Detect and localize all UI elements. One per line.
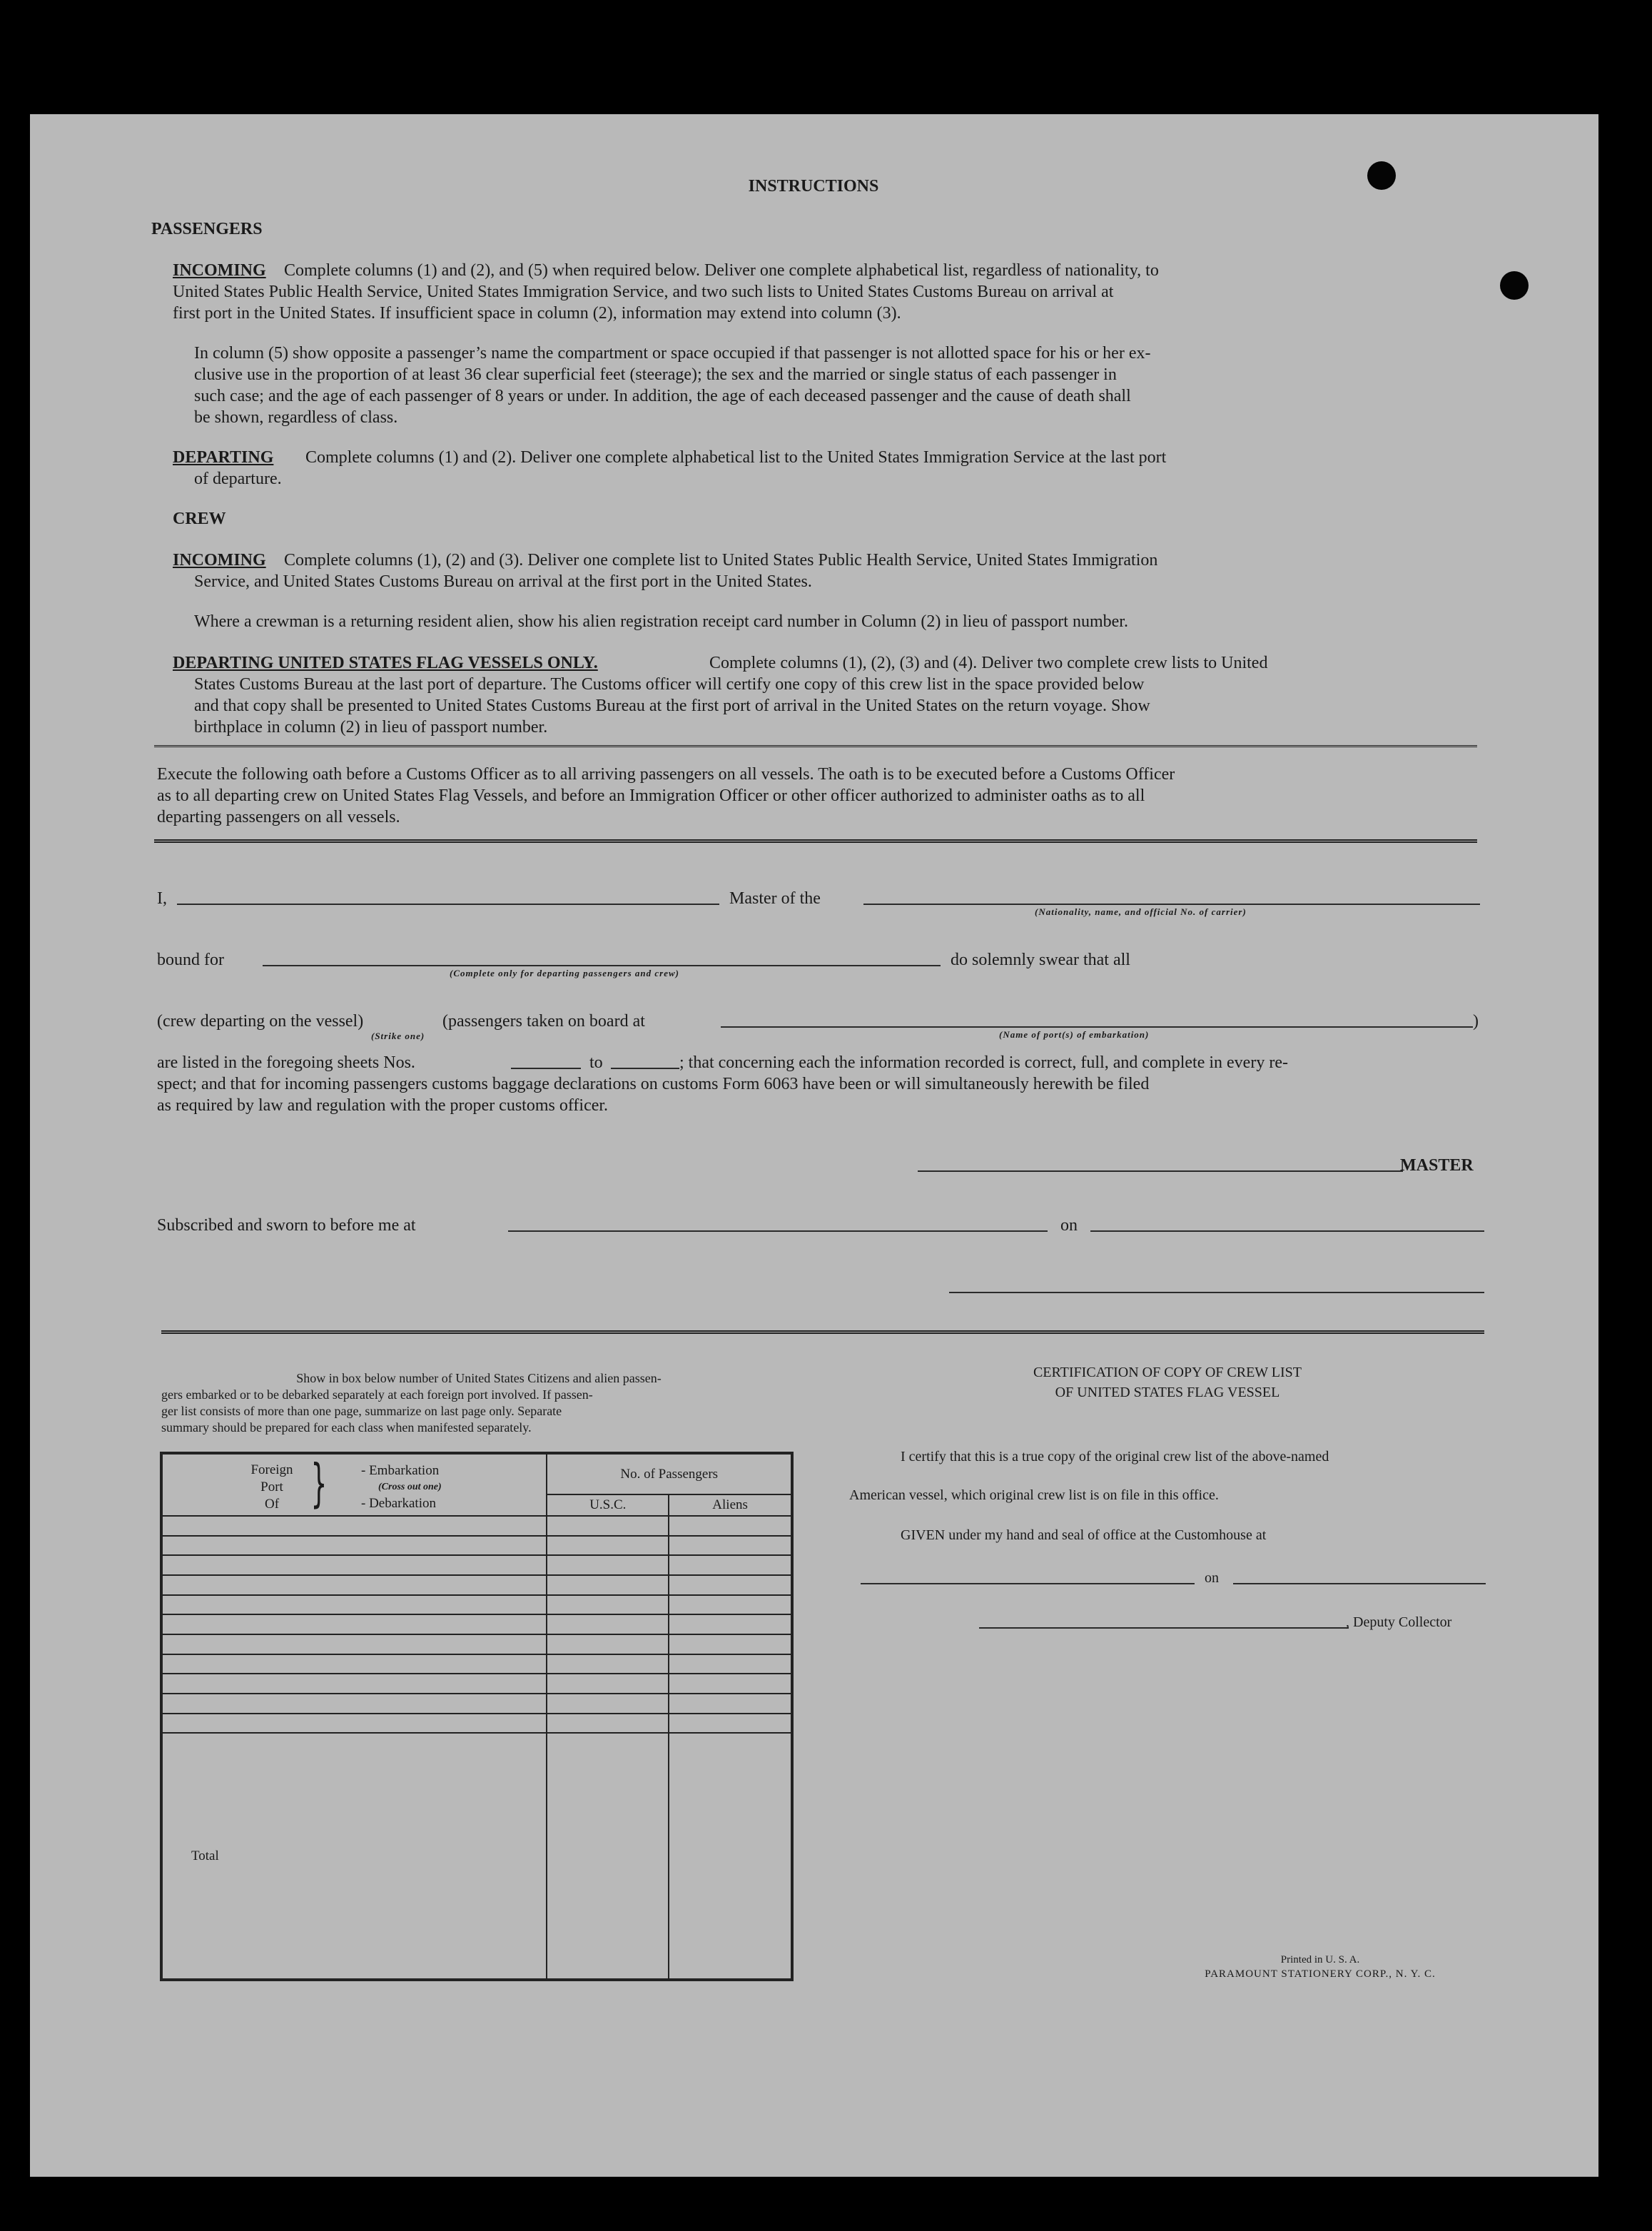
crew-departing-line: birthplace in column (2) in lieu of passport number. bbox=[194, 718, 548, 737]
passengers-incoming-line: Complete columns (1) and (2), and (5) when required below. Deliver one complete alphabetical list, regardless of nationality, to bbox=[284, 261, 1159, 280]
summary-instruction-line: Show in box below number of United States Citizens and alien passen- bbox=[296, 1371, 662, 1385]
table-row bbox=[161, 1714, 792, 1734]
officer-signature-field[interactable] bbox=[949, 1292, 1484, 1293]
crew-departing-label: DEPARTING UNITED STATES FLAG VESSELS ONLY. bbox=[173, 654, 598, 672]
total-row bbox=[161, 1733, 792, 1980]
crew-heading: CREW bbox=[173, 510, 226, 528]
listed-line1-rest: ; that concerning each the information recorded is correct, full, and complete in every re- bbox=[679, 1053, 1288, 1072]
embarkation-label: - Embarkation bbox=[361, 1463, 440, 1478]
master-label: MASTER bbox=[1400, 1156, 1474, 1175]
table-row bbox=[161, 1614, 792, 1634]
aliens-cell[interactable] bbox=[669, 1555, 792, 1575]
strike-one-caption: (Strike one) bbox=[371, 1031, 425, 1041]
port-cell[interactable] bbox=[161, 1516, 547, 1536]
aliens-cell[interactable] bbox=[669, 1595, 792, 1615]
summary-instruction-line: summary should be prepared for each class when manifested separately. bbox=[161, 1420, 532, 1435]
table-row bbox=[161, 1555, 792, 1575]
crew-departing-line: and that copy shall be presented to United States Customs Bureau at the first port of arrival in the United States on the return voyage. Show bbox=[194, 697, 1150, 715]
aliens-cell[interactable] bbox=[669, 1516, 792, 1536]
section-divider bbox=[154, 839, 1477, 843]
aliens-header: Aliens bbox=[669, 1494, 792, 1516]
summary-instruction-line: gers embarked or to be debarked separately at each foreign port involved. If passen- bbox=[161, 1387, 593, 1402]
usc-total-cell[interactable] bbox=[547, 1733, 669, 1980]
port-cell[interactable] bbox=[161, 1714, 547, 1734]
usc-cell[interactable] bbox=[547, 1674, 669, 1694]
listed-line: as required by law and regulation with the proper customs officer. bbox=[157, 1096, 609, 1115]
aliens-cell[interactable] bbox=[669, 1654, 792, 1674]
table-row bbox=[161, 1516, 792, 1536]
aliens-total-cell[interactable] bbox=[669, 1733, 792, 1980]
crew-incoming-line: Service, and United States Customs Bureau on arrival at the first port in the United States. bbox=[194, 572, 812, 591]
master-name-field[interactable] bbox=[177, 904, 719, 905]
certify-line: American vessel, which original crew list is on file in this office. bbox=[849, 1487, 1219, 1503]
column5-line: be shown, regardless of class. bbox=[194, 408, 398, 427]
of-label: Of bbox=[264, 1497, 280, 1512]
passengers-departing-label: DEPARTING bbox=[173, 448, 274, 467]
passengers-incoming-line: first port in the United States. If insufficient space in column (2), information may extend into column (3). bbox=[173, 304, 901, 323]
certify-line: I certify that this is a true copy of the original crew list of the above-named bbox=[901, 1449, 1329, 1464]
deputy-collector-signature-field[interactable] bbox=[979, 1627, 1349, 1629]
crew-incoming-label: INCOMING bbox=[173, 551, 266, 570]
table-row bbox=[161, 1674, 792, 1694]
aliens-cell[interactable] bbox=[669, 1694, 792, 1714]
sworn-date-field[interactable] bbox=[1090, 1230, 1484, 1232]
total-label bbox=[161, 1733, 547, 1980]
table-row bbox=[161, 1654, 792, 1674]
crew-departing-option: (crew departing on the vessel) bbox=[157, 1012, 364, 1031]
usc-cell[interactable] bbox=[547, 1536, 669, 1556]
port-cell[interactable] bbox=[161, 1654, 547, 1674]
master-of-the-label: Master of the bbox=[729, 889, 821, 908]
port-cell[interactable] bbox=[161, 1555, 547, 1575]
sworn-place-field[interactable] bbox=[508, 1230, 1048, 1232]
port-cell[interactable] bbox=[161, 1634, 547, 1654]
usc-cell[interactable] bbox=[547, 1694, 669, 1714]
table-header-row bbox=[161, 1453, 792, 1494]
brace-icon: } bbox=[310, 1453, 328, 1513]
usc-cell[interactable] bbox=[547, 1634, 669, 1654]
deputy-collector-label: , Deputy Collector bbox=[1346, 1614, 1452, 1630]
section-divider bbox=[161, 1330, 1484, 1334]
certification-heading: CERTIFICATION OF COPY OF CREW LIST bbox=[1033, 1365, 1302, 1380]
port-cell[interactable] bbox=[161, 1694, 547, 1714]
table-row bbox=[161, 1634, 792, 1654]
page-title: INSTRUCTIONS bbox=[748, 177, 879, 196]
usc-cell[interactable] bbox=[547, 1654, 669, 1674]
printer-line: PARAMOUNT STATIONERY CORP., N. Y. C. bbox=[1205, 1968, 1436, 1980]
listed-prefix: are listed in the foregoing sheets Nos. bbox=[157, 1053, 415, 1072]
table-row bbox=[161, 1694, 792, 1714]
certification-on-label: on bbox=[1205, 1570, 1219, 1586]
printer-line: Printed in U. S. A. bbox=[1280, 1954, 1360, 1966]
port-cell[interactable] bbox=[161, 1595, 547, 1615]
crew-departing-line: States Customs Bureau at the last port of departure. The Customs officer will certify one copy of this crew list in the space provided below bbox=[194, 675, 1145, 694]
passenger-summary-table bbox=[160, 1452, 794, 1981]
certification-date-field[interactable] bbox=[1233, 1583, 1486, 1584]
oath-instruction-line: departing passengers on all vessels. bbox=[157, 808, 400, 826]
crew-incoming-line: Complete columns (1), (2) and (3). Deliver one complete list to United States Public Health Service, United States Immigration bbox=[284, 551, 1158, 570]
oath-instruction-line: as to all departing crew on United States Flag Vessels, and before an Immigration Officer or other officer authorized to administer oaths as to all bbox=[157, 786, 1145, 805]
resident-alien-line: Where a crewman is a returning resident alien, show his alien registration receipt card number in Column (2) in lieu of passport number. bbox=[194, 612, 1128, 631]
foreign-port-header bbox=[161, 1453, 547, 1516]
column5-line: clusive use in the proportion of at least 36 clear superficial feet (steerage); the sex and the married or single status of each passenger in bbox=[194, 365, 1117, 384]
certification-heading: OF UNITED STATES FLAG VESSEL bbox=[1055, 1385, 1280, 1400]
carrier-caption: (Nationality, name, and official No. of carrier) bbox=[1035, 906, 1247, 917]
table-row bbox=[161, 1595, 792, 1615]
debarkation-label: - Debarkation bbox=[361, 1496, 436, 1511]
port-cell[interactable] bbox=[161, 1575, 547, 1595]
oath-instruction-line: Execute the following oath before a Customs Officer as to all arriving passengers on all vessels. The oath is to be executed before a Customs Officer bbox=[157, 765, 1175, 784]
punch-hole-top bbox=[1367, 161, 1396, 190]
column5-line: such case; and the age of each passenger of 8 years or under. In addition, the age of each deceased passenger and the cause of death shall bbox=[194, 387, 1131, 405]
aliens-cell[interactable] bbox=[669, 1634, 792, 1654]
usc-cell[interactable] bbox=[547, 1714, 669, 1734]
table-row bbox=[161, 1536, 792, 1556]
summary-instruction-line: ger list consists of more than one page, summarize on last page only. Separate bbox=[161, 1404, 562, 1418]
aliens-cell[interactable] bbox=[669, 1674, 792, 1694]
sheet-to-field[interactable] bbox=[611, 1068, 679, 1069]
given-line: GIVEN under my hand and seal of office at the Customhouse at bbox=[901, 1527, 1267, 1543]
aliens-cell[interactable] bbox=[669, 1575, 792, 1595]
usc-cell[interactable] bbox=[547, 1595, 669, 1615]
crew-departing-line: Complete columns (1), (2), (3) and (4). Deliver two complete crew lists to United bbox=[709, 654, 1268, 672]
passengers-heading: PASSENGERS bbox=[151, 220, 263, 238]
bound-for-caption: (Complete only for departing passengers and crew) bbox=[450, 968, 679, 978]
passengers-incoming-label: INCOMING bbox=[173, 261, 266, 280]
column5-line: In column (5) show opposite a passenger’s name the compartment or space occupied if that passenger is not allotted space for his or her ex- bbox=[194, 344, 1151, 363]
usc-cell[interactable] bbox=[547, 1575, 669, 1595]
bound-for-field[interactable] bbox=[263, 965, 941, 966]
bound-for-label: bound for bbox=[157, 951, 224, 969]
foreign-label: Foreign bbox=[250, 1462, 293, 1477]
sheet-from-field[interactable] bbox=[511, 1068, 581, 1069]
passengers-incoming-line: United States Public Health Service, United States Immigration Service, and two such lists to United States Customs Bureau on arrival at bbox=[173, 283, 1114, 301]
to-label: to bbox=[589, 1053, 603, 1072]
master-signature-field[interactable] bbox=[918, 1170, 1403, 1172]
aliens-cell[interactable] bbox=[669, 1536, 792, 1556]
port-cell[interactable] bbox=[161, 1536, 547, 1556]
cross-out-one-caption: (Cross out one) bbox=[378, 1482, 442, 1492]
oath-i-label: I, bbox=[157, 889, 167, 908]
passengers-departing-line: of departure. bbox=[194, 470, 282, 488]
port-caption: (Name of port(s) of embarkation) bbox=[999, 1029, 1150, 1040]
listed-line: spect; and that for incoming passengers customs baggage declarations on customs Form 6063 have been or will simultaneously herewith be filed bbox=[157, 1075, 1150, 1093]
close-paren: ) bbox=[1473, 1012, 1479, 1031]
aliens-cell[interactable] bbox=[669, 1714, 792, 1734]
port-label: Port bbox=[260, 1479, 283, 1494]
carrier-field[interactable] bbox=[863, 904, 1480, 905]
usc-cell[interactable] bbox=[547, 1614, 669, 1634]
usc-cell[interactable] bbox=[547, 1555, 669, 1575]
total-text: Total bbox=[191, 1848, 219, 1863]
table-row bbox=[161, 1575, 792, 1595]
passengers-departing-line: Complete columns (1) and (2). Deliver one complete alphabetical list to the United States Immigration Service at the last port bbox=[305, 448, 1167, 467]
swear-label: do solemnly swear that all bbox=[951, 951, 1130, 969]
embarkation-port-field[interactable] bbox=[721, 1026, 1473, 1028]
usc-header: U.S.C. bbox=[547, 1494, 669, 1516]
customhouse-field[interactable] bbox=[861, 1583, 1195, 1584]
sworn-on-label: on bbox=[1060, 1216, 1078, 1235]
punch-hole-right bbox=[1500, 271, 1529, 300]
port-cell[interactable] bbox=[161, 1674, 547, 1694]
usc-cell[interactable] bbox=[547, 1516, 669, 1536]
port-cell[interactable] bbox=[161, 1614, 547, 1634]
subscribed-label: Subscribed and sworn to before me at bbox=[157, 1216, 416, 1235]
section-divider bbox=[154, 745, 1477, 747]
passengers-taken-option: (passengers taken on board at bbox=[442, 1012, 645, 1031]
no-of-passengers-header: No. of Passengers bbox=[547, 1453, 792, 1494]
aliens-cell[interactable] bbox=[669, 1614, 792, 1634]
